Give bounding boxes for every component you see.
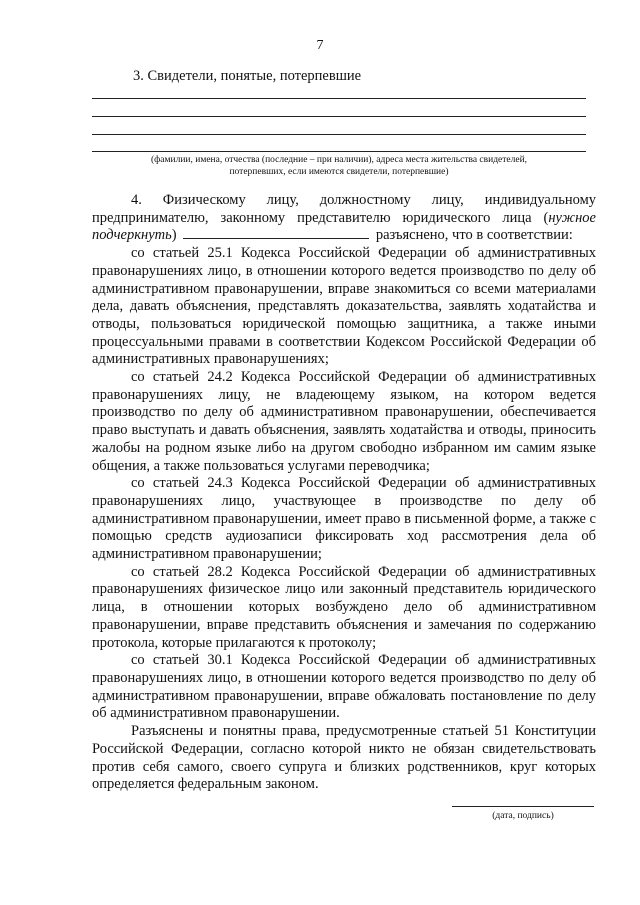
section-4-lead-text: 4. Физическому лицу, должностному лицу, индивидуальному предпринимателю, законному представителю юридического лица ( bbox=[92, 192, 596, 226]
section-3-title: 3. Свидетели, понятые, потерпевшие bbox=[133, 68, 362, 84]
section-4-lead-tail: разъяснено, что в соответствии: bbox=[375, 227, 573, 244]
article-24-2-paragraph: со статьей 24.2 Кодекса Российской Федерации об административных правонарушениях лицу, не владеющему языком, на котором ведется производство по делу об административном правонарушении, обеспечивается право выступать и давать объяснения, заявлять ходатайства и отводы, приносить жалобы на родном языке либо на другом свободно избранном им самим языке общения, а также пользоваться услугами переводчика; bbox=[92, 369, 596, 474]
section-4-lead-close: ) bbox=[171, 227, 177, 244]
section-4-lead-italic: нужное подчеркнуть bbox=[92, 209, 596, 244]
signature-caption: (дата, подпись) bbox=[492, 811, 554, 821]
person-name-blank[interactable] bbox=[183, 227, 369, 239]
signature-line[interactable] bbox=[452, 806, 594, 807]
section-4-lead bbox=[92, 192, 596, 245]
witness-fill-line[interactable] bbox=[92, 98, 586, 99]
article-28-2-paragraph: со статьей 28.2 Кодекса Российской Федерации об административных правонарушениях физическое лицо или законный представитель юридического лица, в отношении которых возбуждено дело об административном правонарушении, вправе представить объяснения и замечания по содержанию протокола, которые прилагаются к протоколу; bbox=[92, 563, 596, 651]
witnesses-note-line: потерпевших, если имеются свидетели, потерпевшие) bbox=[229, 167, 449, 177]
constitution-article-51-paragraph: Разъяснены и понятны права, предусмотренные статьей 51 Конституции Российской Федерации, согласно которой никто не обязан свидетельствовать против себя самого, своего супруга и близких родственников, круг которых определяется федеральным законом. bbox=[92, 723, 596, 793]
witness-fill-line[interactable] bbox=[92, 134, 586, 135]
witness-fill-line[interactable] bbox=[92, 116, 586, 117]
page-number: 7 bbox=[316, 38, 324, 53]
witness-fill-line[interactable] bbox=[92, 151, 586, 152]
article-24-3-paragraph: со статьей 24.3 Кодекса Российской Федерации об административных правонарушениях лицо, участвующее в производстве по делу об административном правонарушении, имеет право в письменной форме, а также с помощью средств аудиозаписи фиксировать ход рассмотрения дела об административном правонарушении; bbox=[92, 475, 596, 563]
witnesses-field-note bbox=[92, 154, 586, 178]
article-30-1-paragraph: со статьей 30.1 Кодекса Российской Федерации об административных правонарушениях лицо, в отношении которого ведется производство по делу об административном правонарушении, вправе обжаловать постановление по делу об административном правонарушении. bbox=[92, 652, 596, 722]
section-4-body bbox=[92, 192, 596, 794]
witnesses-note-line: (фамилии, имена, отчества (последние – при наличии), адреса места жительства свидетелей, bbox=[150, 155, 528, 165]
article-25-1-paragraph: со статьей 25.1 Кодекса Российской Федерации об административных правонарушениях лицо, в отношении которого ведется производство по делу об административном правонарушении, вправе знакомиться со всеми материалами дела, давать объяснения, представлять доказательства, заявлять ходатайства и отводы, пользоваться юридической помощью защитника, а также иными процессуальными правами в соответствии Кодексом Российской Федерации об административных правонарушениях; bbox=[92, 245, 596, 368]
